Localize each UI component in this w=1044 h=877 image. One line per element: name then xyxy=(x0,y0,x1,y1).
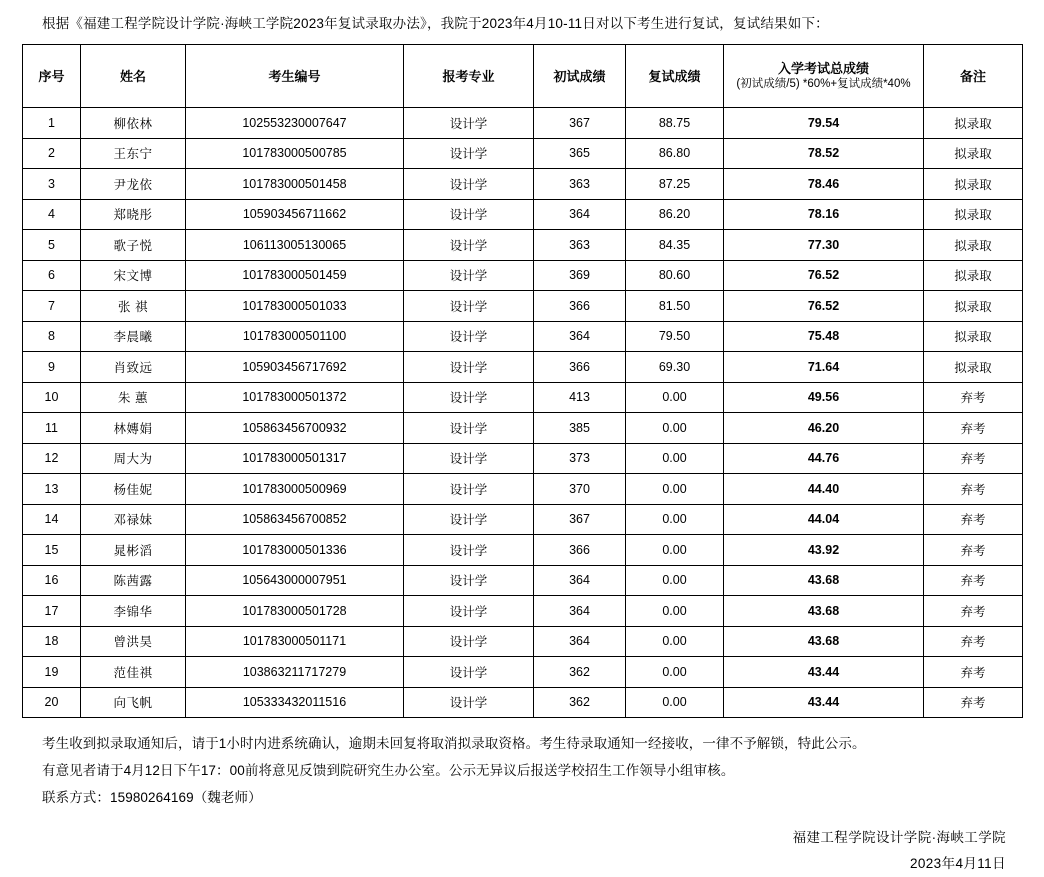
cell-total-score: 75.48 xyxy=(724,321,924,352)
cell-total-score: 43.68 xyxy=(724,626,924,657)
cell-retest-score: 0.00 xyxy=(626,474,724,505)
table-row xyxy=(23,260,1023,291)
cell-remark: 拟录取 xyxy=(924,291,1023,322)
cell-remark: 弃考 xyxy=(924,413,1023,444)
cell-name: 晁彬滔 xyxy=(81,535,186,566)
cell-name: 宋文博 xyxy=(81,260,186,291)
cell-index: 8 xyxy=(23,321,81,352)
signature-block xyxy=(22,825,1022,877)
cell-name: 歌子悦 xyxy=(81,230,186,261)
cell-index: 18 xyxy=(23,626,81,657)
table-row xyxy=(23,413,1023,444)
note-line-2: 有意见者请于4月12日下午17：00前将意见反馈到院研究生办公室。公示无异议后报送学校招生工作领导小组审核。 xyxy=(42,763,735,778)
table-row xyxy=(23,291,1023,322)
cell-exam-no: 101783000500785 xyxy=(186,138,404,169)
table-row xyxy=(23,108,1023,139)
cell-first-score: 365 xyxy=(534,138,626,169)
cell-name: 邓禄妹 xyxy=(81,504,186,535)
cell-exam-no: 105863456700852 xyxy=(186,504,404,535)
cell-remark: 拟录取 xyxy=(924,260,1023,291)
cell-total-score: 44.04 xyxy=(724,504,924,535)
note-line-3: 联系方式：15980264169（魏老师） xyxy=(42,790,262,805)
cell-index: 2 xyxy=(23,138,81,169)
cell-name: 李锦华 xyxy=(81,596,186,627)
cell-exam-no: 103863211717279 xyxy=(186,657,404,688)
cell-exam-no: 105903456717692 xyxy=(186,352,404,383)
table-row xyxy=(23,474,1023,505)
cell-major: 设计学 xyxy=(404,199,534,230)
admission-results-table xyxy=(22,44,1023,718)
cell-first-score: 370 xyxy=(534,474,626,505)
cell-retest-score: 0.00 xyxy=(626,687,724,718)
note-line-1: 考生收到拟录取通知后，请于1小时内进系统确认，逾期未回复将取消拟录取资格。考生待录取通知一经接收，一律不予解锁，特此公示。 xyxy=(42,736,866,751)
cell-first-score: 367 xyxy=(534,108,626,139)
cell-exam-no: 101783000501372 xyxy=(186,382,404,413)
cell-retest-score: 88.75 xyxy=(626,108,724,139)
cell-major: 设计学 xyxy=(404,596,534,627)
cell-index: 17 xyxy=(23,596,81,627)
cell-retest-score: 0.00 xyxy=(626,504,724,535)
cell-remark: 拟录取 xyxy=(924,199,1023,230)
cell-remark: 弃考 xyxy=(924,565,1023,596)
cell-index: 20 xyxy=(23,687,81,718)
cell-major: 设计学 xyxy=(404,382,534,413)
cell-index: 14 xyxy=(23,504,81,535)
cell-remark: 弃考 xyxy=(924,626,1023,657)
cell-retest-score: 87.25 xyxy=(626,169,724,200)
cell-name: 柳依林 xyxy=(81,108,186,139)
cell-remark: 弃考 xyxy=(924,596,1023,627)
table-row xyxy=(23,382,1023,413)
cell-total-score: 76.52 xyxy=(724,291,924,322)
cell-remark: 弃考 xyxy=(924,657,1023,688)
cell-index: 6 xyxy=(23,260,81,291)
col-total-score xyxy=(724,45,924,108)
table-row xyxy=(23,138,1023,169)
cell-exam-no: 105903456711662 xyxy=(186,199,404,230)
cell-first-score: 369 xyxy=(534,260,626,291)
col-name: 姓名 xyxy=(81,45,186,108)
cell-major: 设计学 xyxy=(404,565,534,596)
table-row xyxy=(23,321,1023,352)
cell-major: 设计学 xyxy=(404,535,534,566)
cell-first-score: 363 xyxy=(534,230,626,261)
cell-remark: 拟录取 xyxy=(924,169,1023,200)
cell-first-score: 362 xyxy=(534,687,626,718)
cell-name: 郑晓彤 xyxy=(81,199,186,230)
cell-name: 杨佳妮 xyxy=(81,474,186,505)
cell-retest-score: 86.80 xyxy=(626,138,724,169)
cell-total-score: 46.20 xyxy=(724,413,924,444)
cell-retest-score: 0.00 xyxy=(626,535,724,566)
table-row xyxy=(23,230,1023,261)
cell-major: 设计学 xyxy=(404,443,534,474)
cell-index: 12 xyxy=(23,443,81,474)
cell-exam-no: 101783000501459 xyxy=(186,260,404,291)
signature-org: 福建工程学院设计学院·海峡工学院 xyxy=(792,830,1006,845)
cell-remark: 弃考 xyxy=(924,504,1023,535)
table-row xyxy=(23,565,1023,596)
table-row xyxy=(23,596,1023,627)
col-remark: 备注 xyxy=(924,45,1023,108)
cell-major: 设计学 xyxy=(404,626,534,657)
cell-total-score: 43.44 xyxy=(724,657,924,688)
cell-total-score: 44.76 xyxy=(724,443,924,474)
cell-first-score: 362 xyxy=(534,657,626,688)
table-row xyxy=(23,535,1023,566)
cell-total-score: 43.92 xyxy=(724,535,924,566)
cell-name: 林嫥娟 xyxy=(81,413,186,444)
cell-total-score: 77.30 xyxy=(724,230,924,261)
col-total-score-title: 入学考试总成绩 xyxy=(777,61,869,76)
cell-name: 李晨曦 xyxy=(81,321,186,352)
cell-remark: 拟录取 xyxy=(924,230,1023,261)
cell-name: 曾洪昊 xyxy=(81,626,186,657)
col-first-score: 初试成绩 xyxy=(534,45,626,108)
cell-exam-no: 101783000501033 xyxy=(186,291,404,322)
cell-exam-no: 101783000501100 xyxy=(186,321,404,352)
table-header xyxy=(23,45,1023,108)
cell-exam-no: 101783000501171 xyxy=(186,626,404,657)
cell-name: 王东宁 xyxy=(81,138,186,169)
intro-paragraph: 根据《福建工程学院设计学院·海峡工学院2023年复试录取办法》，我院于2023年4月10-11日对以下考生进行复试，复试结果如下： xyxy=(42,16,829,31)
cell-index: 9 xyxy=(23,352,81,383)
cell-index: 4 xyxy=(23,199,81,230)
table-row xyxy=(23,443,1023,474)
cell-total-score: 43.68 xyxy=(724,596,924,627)
cell-first-score: 364 xyxy=(534,596,626,627)
cell-remark: 拟录取 xyxy=(924,108,1023,139)
col-major: 报考专业 xyxy=(404,45,534,108)
cell-exam-no: 105333432011516 xyxy=(186,687,404,718)
cell-retest-score: 69.30 xyxy=(626,352,724,383)
cell-major: 设计学 xyxy=(404,504,534,535)
cell-retest-score: 0.00 xyxy=(626,443,724,474)
cell-name: 肖致远 xyxy=(81,352,186,383)
cell-first-score: 363 xyxy=(534,169,626,200)
cell-exam-no: 101783000501317 xyxy=(186,443,404,474)
cell-index: 16 xyxy=(23,565,81,596)
cell-total-score: 78.16 xyxy=(724,199,924,230)
cell-remark: 弃考 xyxy=(924,535,1023,566)
cell-exam-no: 106113005130065 xyxy=(186,230,404,261)
cell-retest-score: 0.00 xyxy=(626,657,724,688)
table-row xyxy=(23,352,1023,383)
table-row xyxy=(23,626,1023,657)
table-row xyxy=(23,657,1023,688)
cell-total-score: 43.44 xyxy=(724,687,924,718)
cell-first-score: 413 xyxy=(534,382,626,413)
cell-retest-score: 0.00 xyxy=(626,382,724,413)
cell-index: 19 xyxy=(23,657,81,688)
cell-remark: 弃考 xyxy=(924,443,1023,474)
cell-first-score: 367 xyxy=(534,504,626,535)
table-row xyxy=(23,504,1023,535)
table-header-row xyxy=(23,45,1023,108)
table-body xyxy=(23,108,1023,718)
cell-name: 朱 蕙 xyxy=(81,382,186,413)
cell-exam-no: 101783000501336 xyxy=(186,535,404,566)
cell-name: 范佳祺 xyxy=(81,657,186,688)
cell-remark: 拟录取 xyxy=(924,321,1023,352)
cell-major: 设计学 xyxy=(404,474,534,505)
cell-major: 设计学 xyxy=(404,657,534,688)
cell-first-score: 364 xyxy=(534,626,626,657)
cell-exam-no: 101783000500969 xyxy=(186,474,404,505)
cell-retest-score: 0.00 xyxy=(626,413,724,444)
cell-index: 11 xyxy=(23,413,81,444)
cell-exam-no: 105643000007951 xyxy=(186,565,404,596)
cell-major: 设计学 xyxy=(404,169,534,200)
cell-major: 设计学 xyxy=(404,687,534,718)
cell-major: 设计学 xyxy=(404,108,534,139)
cell-name: 向飞帆 xyxy=(81,687,186,718)
cell-remark: 拟录取 xyxy=(924,138,1023,169)
cell-major: 设计学 xyxy=(404,138,534,169)
signature-date: 2023年4月11日 xyxy=(909,856,1006,871)
cell-total-score: 76.52 xyxy=(724,260,924,291)
cell-total-score: 44.40 xyxy=(724,474,924,505)
cell-first-score: 366 xyxy=(534,535,626,566)
cell-exam-no: 102553230007647 xyxy=(186,108,404,139)
cell-remark: 弃考 xyxy=(924,474,1023,505)
cell-first-score: 366 xyxy=(534,352,626,383)
cell-major: 设计学 xyxy=(404,230,534,261)
cell-major: 设计学 xyxy=(404,321,534,352)
cell-remark: 弃考 xyxy=(924,687,1023,718)
cell-index: 5 xyxy=(23,230,81,261)
cell-major: 设计学 xyxy=(404,413,534,444)
cell-name: 陈茜露 xyxy=(81,565,186,596)
cell-total-score: 78.46 xyxy=(724,169,924,200)
cell-total-score: 78.52 xyxy=(724,138,924,169)
cell-total-score: 49.56 xyxy=(724,382,924,413)
cell-index: 7 xyxy=(23,291,81,322)
cell-total-score: 79.54 xyxy=(724,108,924,139)
cell-total-score: 71.64 xyxy=(724,352,924,383)
col-index: 序号 xyxy=(23,45,81,108)
table-row xyxy=(23,687,1023,718)
cell-exam-no: 101783000501728 xyxy=(186,596,404,627)
cell-retest-score: 79.50 xyxy=(626,321,724,352)
cell-retest-score: 0.00 xyxy=(626,565,724,596)
cell-index: 10 xyxy=(23,382,81,413)
cell-retest-score: 0.00 xyxy=(626,596,724,627)
cell-major: 设计学 xyxy=(404,260,534,291)
cell-name: 周大为 xyxy=(81,443,186,474)
cell-total-score: 43.68 xyxy=(724,565,924,596)
cell-exam-no: 101783000501458 xyxy=(186,169,404,200)
cell-index: 13 xyxy=(23,474,81,505)
cell-exam-no: 105863456700932 xyxy=(186,413,404,444)
cell-first-score: 364 xyxy=(534,321,626,352)
cell-remark: 拟录取 xyxy=(924,352,1023,383)
cell-retest-score: 80.60 xyxy=(626,260,724,291)
col-retest-score: 复试成绩 xyxy=(626,45,724,108)
notes-section xyxy=(22,730,1022,811)
cell-first-score: 373 xyxy=(534,443,626,474)
cell-name: 张 祺 xyxy=(81,291,186,322)
col-total-score-formula: (初试成绩/5) *60%+复试成绩*40% xyxy=(736,78,911,90)
cell-major: 设计学 xyxy=(404,352,534,383)
cell-first-score: 385 xyxy=(534,413,626,444)
cell-retest-score: 84.35 xyxy=(626,230,724,261)
cell-retest-score: 81.50 xyxy=(626,291,724,322)
cell-index: 15 xyxy=(23,535,81,566)
col-exam-no: 考生编号 xyxy=(186,45,404,108)
cell-name: 尹龙依 xyxy=(81,169,186,200)
cell-first-score: 364 xyxy=(534,565,626,596)
cell-remark: 弃考 xyxy=(924,382,1023,413)
cell-first-score: 364 xyxy=(534,199,626,230)
cell-index: 3 xyxy=(23,169,81,200)
cell-first-score: 366 xyxy=(534,291,626,322)
cell-index: 1 xyxy=(23,108,81,139)
cell-retest-score: 0.00 xyxy=(626,626,724,657)
cell-major: 设计学 xyxy=(404,291,534,322)
table-row xyxy=(23,169,1023,200)
cell-retest-score: 86.20 xyxy=(626,199,724,230)
table-row xyxy=(23,199,1023,230)
